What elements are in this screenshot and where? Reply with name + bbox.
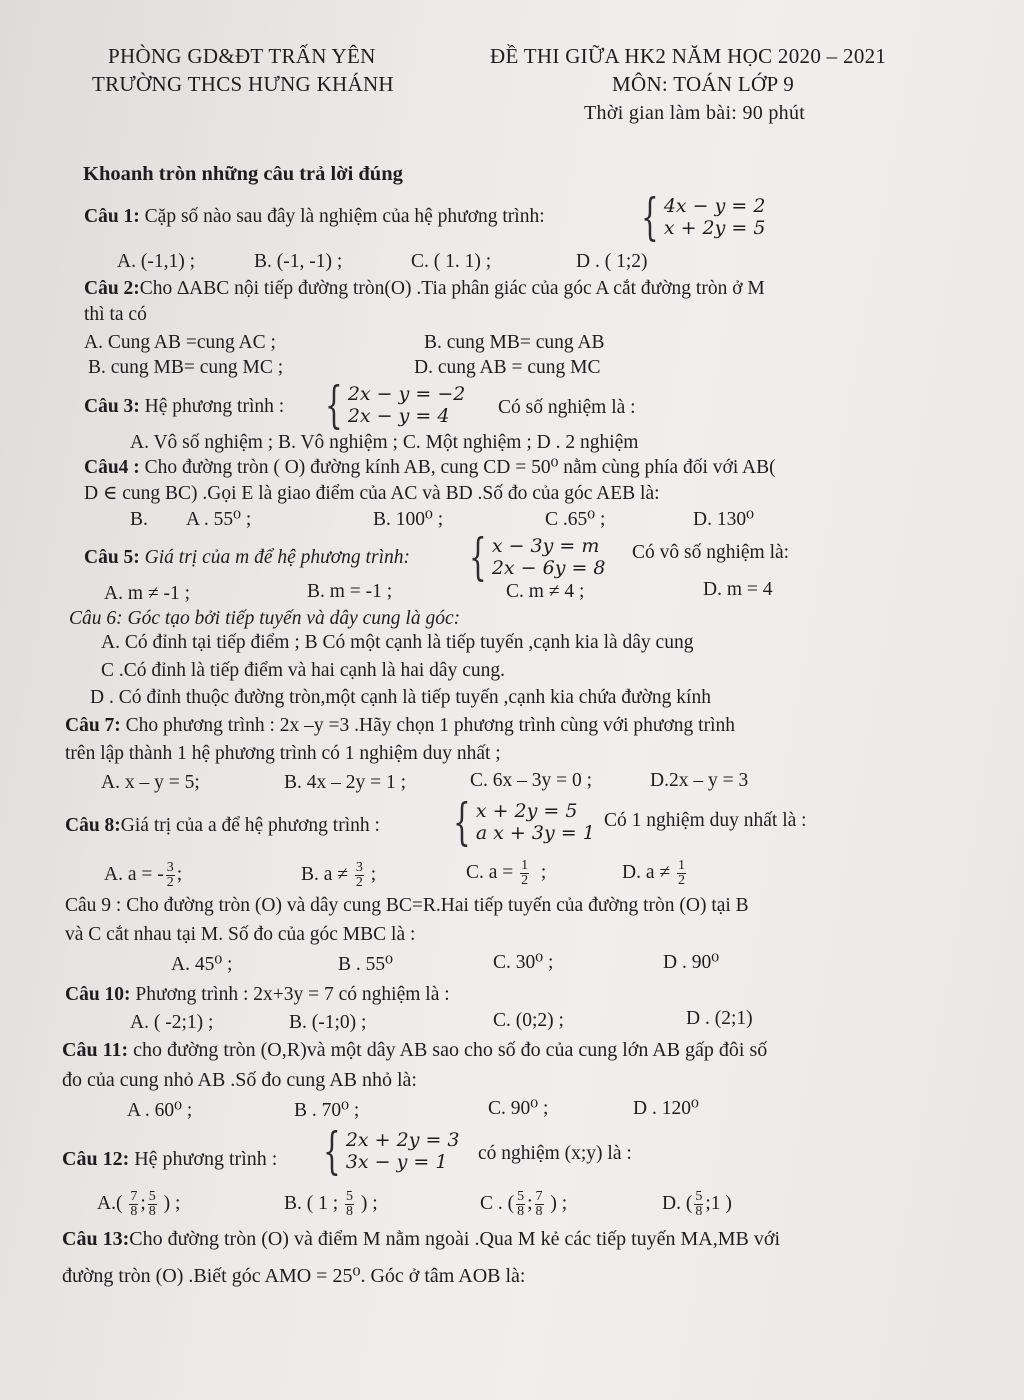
- q4-option-c[interactable]: C .65⁰ ;: [545, 509, 606, 530]
- q12-eq1: 2x + 2y = 3: [345, 1129, 460, 1151]
- q1-eq1: 4x − y = 2: [663, 195, 766, 217]
- q6-option-ab[interactable]: A. Có đỉnh tại tiếp điểm ; B Có một cạnh là tiếp tuyến ,cạnh kia là dây cung: [101, 632, 694, 653]
- q9-option-a[interactable]: A. 45⁰ ;: [171, 954, 233, 975]
- q2-option-a[interactable]: A. Cung AB =cung AC ;: [84, 332, 276, 353]
- q7-text: Cho phương trình : 2x –y =3 .Hãy chọn 1 phương trình cùng với phương trình: [125, 715, 735, 736]
- brace-glyph: {: [323, 1122, 341, 1180]
- q11-text: cho đường tròn (O,R)và một dây AB sao cho số đo của cung lớn AB gấp đôi số: [133, 1039, 768, 1061]
- q5-option-b[interactable]: B. m = -1 ;: [307, 581, 393, 602]
- q5-option-c[interactable]: C. m ≠ 4 ;: [506, 581, 585, 602]
- q12-option-a[interactable]: A.( $\frac{7}{8}$ ; $\frac{5}{8}$ ) ;: [97, 1189, 181, 1220]
- q9-stem: Câu 9 : Cho đường tròn (O) và dây cung BC=R.Hai tiếp tuyến của đường tròn (O) tại B: [65, 895, 749, 916]
- q7-label: Câu 7:: [65, 715, 121, 736]
- q2-option-b[interactable]: B. cung MB= cung AB: [424, 332, 605, 353]
- q10-option-d[interactable]: D . (2;1): [686, 1008, 753, 1029]
- q5-eq2: 2x − 6y = 8: [491, 557, 606, 579]
- q9-option-d[interactable]: D . 90⁰: [663, 952, 720, 973]
- q11-option-b[interactable]: B . 70⁰ ;: [294, 1100, 360, 1121]
- q12-eq2: 3x − y = 1: [345, 1151, 448, 1173]
- q1-option-d[interactable]: D . ( 1;2): [576, 251, 648, 272]
- q7-stem: [65, 716, 735, 736]
- q12-option-c[interactable]: C . ( $\frac{5}{8}$ ; $\frac{7}{8}$ ) ;: [480, 1189, 568, 1220]
- q4-option-d[interactable]: D. 130⁰: [693, 509, 754, 530]
- q4-option-a[interactable]: A . 55⁰ ;: [186, 509, 252, 530]
- q3-eq1: 2x − y = −2: [347, 383, 466, 405]
- q12-option-d[interactable]: D. ( $\frac{5}{8}$ ;1 ): [662, 1189, 732, 1220]
- q5-eq1: x − 3y = m: [491, 535, 600, 557]
- q6-stem: Câu 6: Góc tạo bởi tiếp tuyến và dây cung là góc:: [69, 608, 461, 629]
- q6-option-c[interactable]: C .Có đỉnh là tiếp điểm và hai cạnh là hai dây cung.: [101, 660, 505, 681]
- q8-option-b[interactable]: B. a ≠ $\frac{3}{2}$ ;: [301, 860, 377, 891]
- q2-text-2: thì ta có: [84, 304, 147, 325]
- q8-label: Câu 8:: [65, 815, 121, 836]
- q3-tail: Có số nghiệm là :: [498, 397, 636, 418]
- exam-duration: Thời gian làm bài: 90 phút: [584, 102, 806, 124]
- q4-text-2: D ∈ cung BC) .Gọi E là giao điểm của AC và BD .Số đo của góc AEB là:: [84, 483, 660, 504]
- q13-stem: [62, 1229, 780, 1249]
- q2-option-d[interactable]: D. cung AB = cung MC: [414, 357, 601, 378]
- q5-option-d[interactable]: D. m = 4: [703, 579, 773, 600]
- q12-text: Hệ phương trình :: [134, 1148, 278, 1170]
- brace-glyph: {: [453, 793, 471, 851]
- q11-option-a[interactable]: A . 60⁰ ;: [127, 1100, 193, 1121]
- q10-option-a[interactable]: A. ( -2;1) ;: [130, 1012, 214, 1033]
- q3-stem: [84, 397, 284, 417]
- q1-stem: [84, 207, 545, 227]
- q11-stem: [62, 1040, 767, 1060]
- q3-text: Hệ phương trình :: [144, 396, 285, 417]
- q8-text: Giá trị của a để hệ phương trình :: [120, 815, 380, 836]
- q2-text: Cho ∆ABC nội tiếp đường tròn(O) .Tia phân giác của góc A cắt đường tròn ở M: [139, 278, 765, 299]
- q11-option-d[interactable]: D . 120⁰: [633, 1098, 699, 1119]
- q4-stem: [84, 458, 776, 478]
- q12-system: [320, 1122, 460, 1180]
- q12-stem: [62, 1149, 277, 1169]
- q5-option-a[interactable]: A. m ≠ -1 ;: [104, 583, 190, 604]
- q5-label: Câu 5:: [84, 547, 140, 568]
- q8-option-c[interactable]: C. a = $\frac{1}{2}$ ;: [466, 858, 547, 889]
- q1-system: [638, 188, 766, 246]
- q11-label: Câu 11:: [62, 1039, 129, 1061]
- q3-system: [322, 376, 466, 434]
- q5-tail: Có vô số nghiệm là:: [632, 542, 790, 563]
- q10-option-b[interactable]: B. (-1;0) ;: [289, 1012, 367, 1033]
- q8-option-d[interactable]: D. a ≠ $\frac{1}{2}$: [622, 858, 685, 889]
- q1-eq2: x + 2y = 5: [663, 217, 766, 239]
- q4-stray-label: B.: [130, 509, 148, 530]
- exam-subject: MÔN: TOÁN LỚP 9: [612, 72, 795, 96]
- q1-option-b[interactable]: B. (-1, -1) ;: [254, 251, 343, 272]
- exam-title: ĐỀ THI GIỮA HK2 NĂM HỌC 2020 – 2021: [490, 44, 887, 68]
- q10-option-c[interactable]: C. (0;2) ;: [493, 1010, 564, 1031]
- q1-option-c[interactable]: C. ( 1. 1) ;: [411, 251, 492, 272]
- q3-label: Câu 3:: [84, 396, 140, 417]
- q7-option-a[interactable]: A. x – y = 5;: [101, 772, 200, 793]
- q9-option-c[interactable]: C. 30⁰ ;: [493, 952, 554, 973]
- department-name: PHÒNG GD&ĐT TRẤN YÊN: [108, 44, 376, 68]
- q4-option-b[interactable]: B. 100⁰ ;: [373, 509, 444, 530]
- q8-stem: [65, 816, 380, 836]
- q3-eq2: 2x − y = 4: [347, 405, 450, 427]
- q5-stem: [84, 548, 410, 568]
- q1-option-a[interactable]: A. (-1,1) ;: [117, 251, 195, 272]
- q7-option-b[interactable]: B. 4x – 2y = 1 ;: [284, 772, 407, 793]
- q3-options[interactable]: A. Vô số nghiệm ; B. Vô nghiệm ; C. Một nghiệm ; D . 2 nghiệm: [130, 432, 639, 453]
- q10-text: Phương trình : 2x+3y = 7 có nghiệm là :: [135, 984, 450, 1005]
- brace-glyph: {: [325, 376, 343, 434]
- brace-glyph: {: [469, 528, 487, 586]
- q11-option-c[interactable]: C. 90⁰ ;: [488, 1098, 549, 1119]
- q11-text-2: đo của cung nhỏ AB .Số đo cung AB nhỏ là:: [62, 1069, 417, 1091]
- q8-option-a[interactable]: A. a = - $\frac{3}{2}$ ;: [104, 860, 183, 891]
- q6-option-d[interactable]: D . Có đỉnh thuộc đường tròn,một cạnh là tiếp tuyến ,cạnh kia chứa đường kính: [90, 687, 711, 708]
- q13-label: Câu 13:: [62, 1228, 130, 1250]
- q8-system: [450, 793, 595, 851]
- q5-text: Giá trị của m để hệ phương trình:: [144, 547, 410, 568]
- q9-option-b[interactable]: B . 55⁰: [338, 954, 393, 975]
- q2-label: Câu 2:: [84, 278, 140, 299]
- brace-glyph: {: [641, 188, 659, 246]
- q7-option-c[interactable]: C. 6x – 3y = 0 ;: [470, 770, 593, 791]
- q7-text-2: trên lập thành 1 hệ phương trình có 1 nghiệm duy nhất ;: [65, 743, 501, 764]
- q12-label: Câu 12:: [62, 1148, 130, 1170]
- q13-text: Cho đường tròn (O) và điểm M nằm ngoài .Qua M kẻ các tiếp tuyến MA,MB với: [129, 1228, 781, 1250]
- q4-label: Câu4 :: [84, 457, 140, 478]
- q7-option-d[interactable]: D.2x – y = 3: [650, 770, 749, 791]
- q4-text: Cho đường tròn ( O) đường kính AB, cung CD = 50⁰ nằm cùng phía đối với AB(: [144, 457, 776, 478]
- q9-text-2: và C cắt nhau tại M. Số đo của góc MBC là :: [65, 924, 416, 945]
- q10-label: Câu 10:: [65, 984, 131, 1005]
- q1-text: Cặp số nào sau đây là nghiệm của hệ phương trình:: [144, 206, 545, 227]
- q10-stem: [65, 985, 450, 1005]
- q8-tail: Có 1 nghiệm duy nhất là :: [604, 810, 807, 831]
- q5-system: [466, 528, 606, 586]
- q12-option-b[interactable]: B. ( 1 ; $\frac{5}{8}$ ) ;: [284, 1189, 378, 1220]
- q2-option-c[interactable]: B. cung MB= cung MC ;: [88, 357, 284, 378]
- q8-eq1: x + 2y = 5: [475, 800, 578, 822]
- q1-label: Câu 1:: [84, 206, 140, 227]
- q13-text-2: đường tròn (O) .Biết góc AMO = 25⁰. Góc ở tâm AOB là:: [62, 1265, 526, 1287]
- school-name: TRƯỜNG THCS HƯNG KHÁNH: [92, 72, 394, 96]
- instruction: Khoanh tròn những câu trả lời đúng: [83, 163, 403, 185]
- q2-stem: [84, 279, 765, 299]
- q8-eq2: a x + 3y = 1: [475, 822, 595, 844]
- q12-tail: có nghiệm (x;y) là :: [478, 1143, 632, 1164]
